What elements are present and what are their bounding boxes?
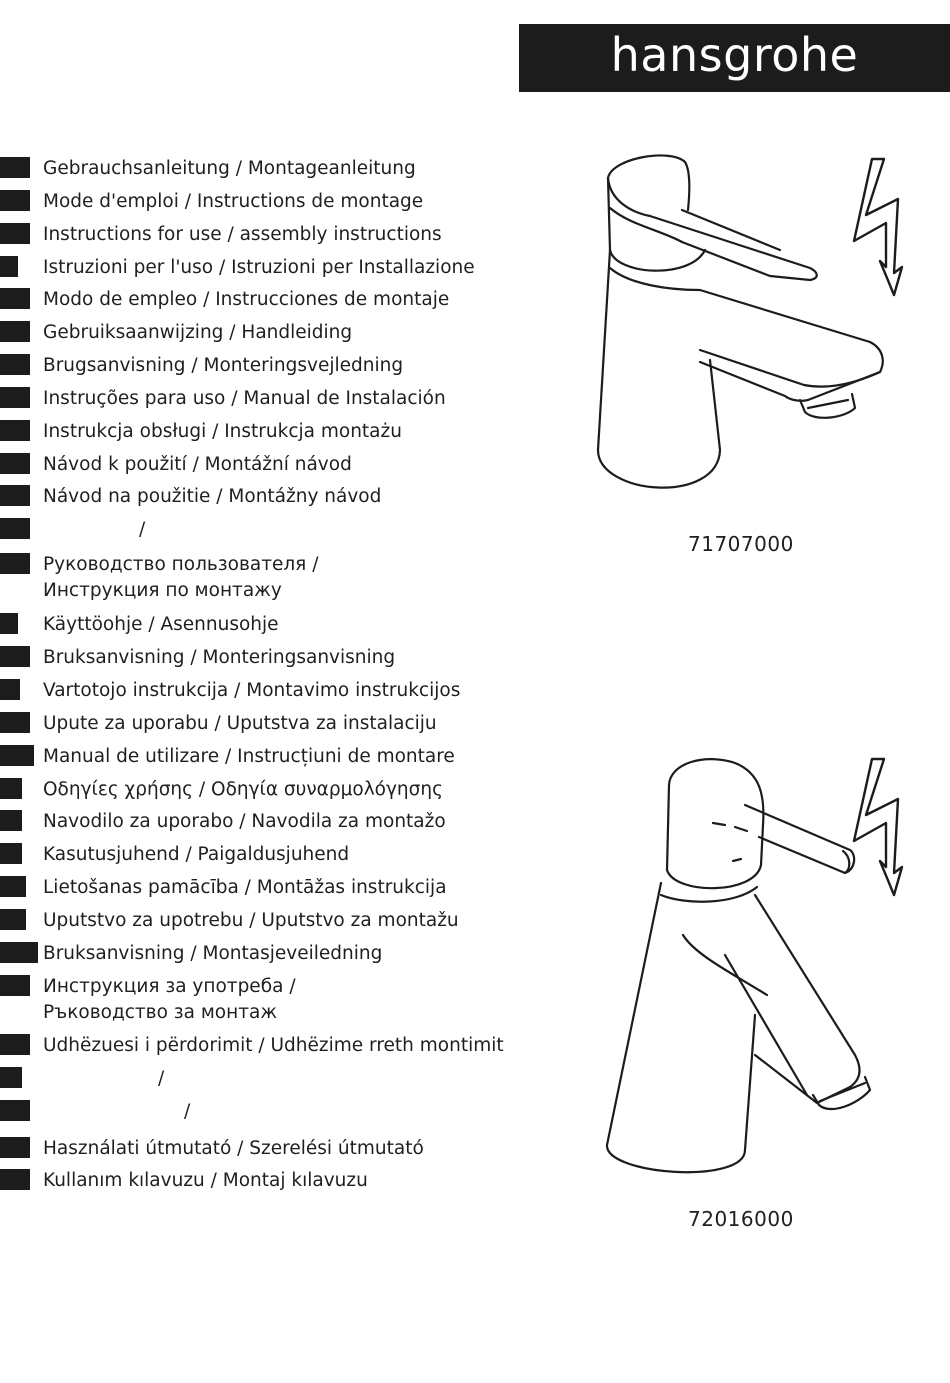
language-label: Uputstvo za upotrebu / Uputstvo za montažu [43,910,459,931]
language-label: Upute za uporabu / Uputstva za instalaciju [43,713,437,734]
flag-icon [0,613,18,634]
flag-icon [0,354,30,375]
flag-icon [0,1169,30,1190]
faucet-joystick-icon [595,755,885,1175]
language-label: Instructions for use / assembly instructions [43,224,442,245]
flag-icon [0,553,30,574]
flag-icon [0,1067,22,1088]
language-label: Οδηγίες χρήσης / Οδηγία συναρμολόγησης [43,779,443,800]
language-item [0,353,500,379]
brand-logo [519,24,950,92]
language-item [0,974,500,1026]
language-label: Manual de utilizare / Instrucțiuni de montare [43,746,455,767]
flag-icon [0,810,22,831]
language-label: Instruções para uso / Manual de Instalación [43,388,446,409]
flag-icon [0,1034,30,1055]
flag-icon [0,420,30,441]
language-label: Инструкция за употреба / [43,976,296,997]
language-item [0,287,500,313]
flag-icon [0,745,34,766]
language-label: Mode d'emploi / Instructions de montage [43,191,424,212]
flag-icon [0,387,30,408]
flag-icon [0,1100,30,1121]
language-label: Bruksanvisning / Montasjeveiledning [43,943,383,964]
language-item [0,1099,500,1125]
flag-icon [0,190,30,211]
language-label: Kasutusjuhend / Paigaldusjuhend [43,844,350,865]
language-item [0,419,500,445]
language-label: Vartotojo instrukcija / Montavimo instrukcijos [43,680,461,701]
flag-icon [0,1137,30,1158]
language-item [0,777,500,803]
language-item [0,744,500,770]
language-item [0,517,500,543]
flag-icon [0,975,30,996]
language-label: Bruksanvisning / Monteringsanvisning [43,647,396,668]
language-item [0,1168,500,1194]
flag-icon [0,778,22,799]
language-item [0,1033,504,1059]
language-label: Gebruiksaanwijzing / Handleiding [43,322,353,343]
language-item [0,645,500,671]
language-item [0,875,500,901]
language-item [0,678,500,704]
brand-name: hansgrohe [610,28,859,82]
language-label-line2: Инструкция по монтажу [43,580,282,601]
language-item [0,842,500,868]
flag-icon [0,157,30,178]
language-label: Udhëzuesi i përdorimit / Udhëzime rreth montimit [43,1035,504,1056]
language-label-line2: Ръководство за монтаж [43,1002,277,1023]
flag-icon [0,712,30,733]
flag-icon [0,942,38,963]
language-item [0,222,500,248]
flag-icon [0,453,30,474]
flag-icon [0,288,30,309]
language-item [0,452,500,478]
flag-icon [0,843,22,864]
language-item [0,1136,500,1162]
language-label: Руководство пользователя / [43,554,319,575]
language-item [0,941,500,967]
language-item [0,189,500,215]
language-label: Istruzioni per l'uso / Istruzioni per Installazione [43,257,475,278]
language-label: Käyttöohje / Asennusohje [43,614,279,635]
language-label: Návod k použití / Montážní návod [43,454,352,475]
product-code: 72016000 [688,1207,794,1231]
language-label: Brugsanvisning / Monteringsvejledning [43,355,404,376]
product-code: 71707000 [688,532,794,556]
flag-icon [0,876,26,897]
language-item [0,711,500,737]
flag-icon [0,485,30,506]
language-label: Gebrauchsanleitung / Montageanleitung [43,158,416,179]
language-label: / [139,519,146,540]
language-label: / [158,1068,165,1089]
language-item [0,809,500,835]
language-label: Instrukcja obsługi / Instrukcja montażu [43,421,402,442]
lightning-bolt-icon [850,155,910,300]
language-label: Használati útmutató / Szerelési útmutató [43,1138,424,1159]
language-label: Návod na použitie / Montážny návod [43,486,382,507]
language-label: Navodilo za uporabo / Navodila za montažo [43,811,446,832]
language-item [0,320,500,346]
language-item [0,484,500,510]
language-item [0,552,500,604]
language-label: Modo de empleo / Instrucciones de montaje [43,289,450,310]
flag-icon [0,321,30,342]
flag-icon [0,909,26,930]
flag-icon [0,256,18,277]
language-item [0,908,500,934]
language-label: Kullanım kılavuzu / Montaj kılavuzu [43,1170,368,1191]
language-label: Lietošanas pamācība / Montāžas instrukcija [43,877,447,898]
language-item [0,1066,500,1092]
flag-icon [0,646,30,667]
language-item [0,612,500,638]
language-label: / [184,1101,191,1122]
flag-icon [0,679,20,700]
lightning-bolt-icon-2 [850,755,910,900]
flag-icon [0,518,30,539]
language-item [0,386,500,412]
flag-icon [0,223,30,244]
language-item [0,156,500,182]
language-item [0,255,500,281]
